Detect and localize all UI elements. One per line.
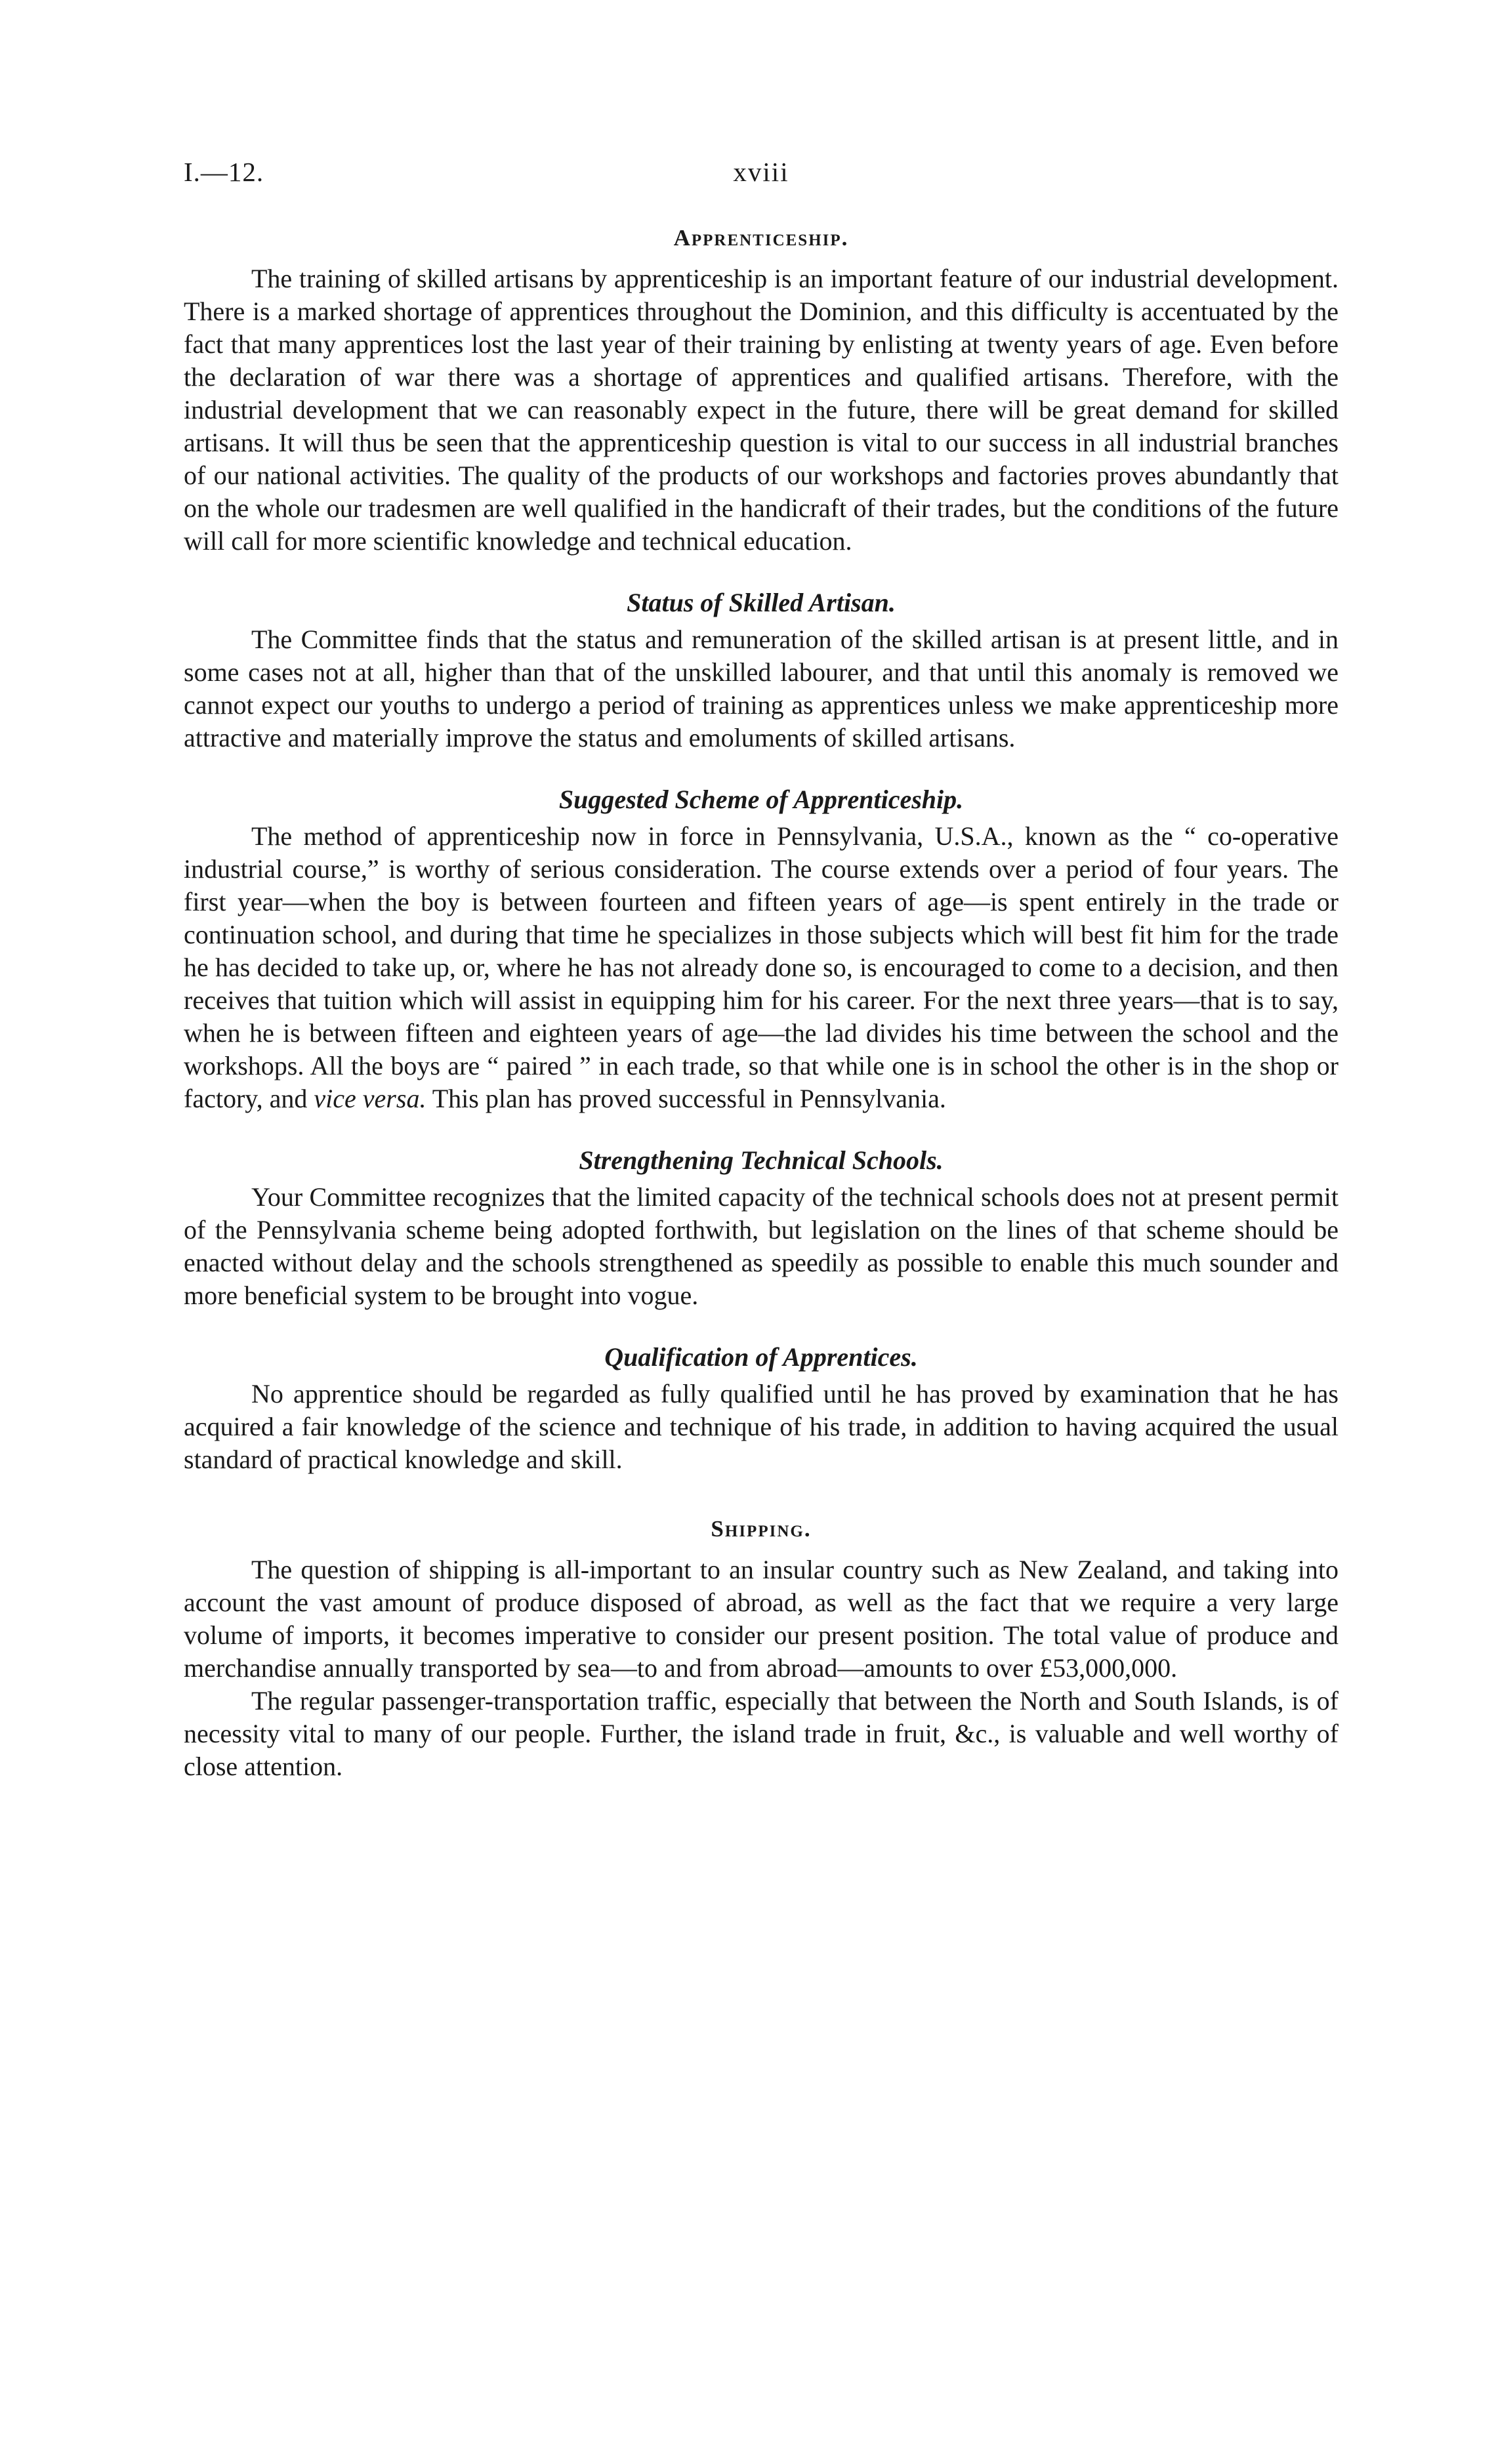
section-heading-shipping: Shipping. [711,1516,812,1542]
shipping-paragraph-2: The regular passenger-transportation traffic, especially that between the North and South Islands, is of necessity vital to many of our people. Further, the island trade in fruit, &c., is valuable and well worthy of close attention. [184,1686,1339,1781]
qualification-paragraph: No apprentice should be regarded as fully qualified until he has proved by examination that he has acquired a fair knowledge of the science and technique of his trade, in addition to having acquired the usual standard of practical knowledge and skill. [184,1379,1339,1474]
scheme-paragraph [184,820,1339,1115]
document-reference: I.—12. [184,157,264,187]
technical-schools-paragraph: Your Committee recognizes that the limited capacity of the technical schools does not at present permit of the Pennsylvania scheme being adopted forthwith, but legislation on the lines of that scheme should be enacted without delay and the schools strengthened as speedily as possible to enable this much sounder and more beneficial system to be brought into vogue. [184,1182,1339,1310]
shipping-paragraph-1: The question of shipping is all-important to an insular country such as New Zealand, and taking into account the vast amount of produce disposed of abroad, as well as the fact that we require a very large volume of imports, it becomes imperative to consider our present position. The total value of produce and merchandise annually transported by sea—to and from abroad—amounts to over £53,000,000. [184,1555,1339,1683]
section-heading-apprenticeship: Apprenticeship. [673,225,849,251]
page-body [184,222,1339,1783]
running-head [184,156,1339,195]
subheading-suggested-scheme: Suggested Scheme of Apprenticeship. [558,785,964,814]
status-paragraph: The Committee finds that the status and remuneration of the skilled artisan is at present little, and in some cases not at all, higher than that of the unskilled labourer, and that until this anomaly is removed we cannot expect our youths to undergo a period of training as apprentices unless we make apprenticeship more attractive and materially improve the status and emoluments of skilled artisans. [184,625,1339,752]
apprenticeship-paragraph: The training of skilled artisans by apprenticeship is an important feature of our industrial development. There is a marked shortage of apprentices throughout the Dominion, and this difficulty is accentuated by the fact that many apprentices lost the last year of their training by enlisting at twenty years of age. Even before the declaration of war there was a shortage of apprentices and qualified artisans. Therefore, with the industrial development that we can reasonably expect in the future, there will be great demand for skilled artisans. It will thus be seen that the apprenticeship question is vital to our success in all industrial branches of our national activities. The quality of the products of our workshops and factories proves abundantly that on the whole our tradesmen are well qualified in the handicraft of their trades, but the conditions of the future will call for more scientific knowledge and technical education. [184,264,1339,556]
subheading-strengthening-technical-schools: Strengthening Technical Schools. [579,1145,944,1175]
scheme-text-part-1: The method of apprenticeship now in force in Pennsylvania, U.S.A., known as the “ co-operative industrial course,” is worthy of serious consideration. The course extends over a period of four years. The first year—when the boy is between fourteen and fifteen years of age—is spent entirely in the trade or continuation school, and during that time he specializes in those subjects which will best fit him for the trade he has decided to take up, or, where he has not already done so, is encouraged to come to a decision, and then receives that tuition which will assist in equipping him for his career. For the next three years—that is to say, when he is between fifteen and eighteen years of age—the lad divides his time between the school and the workshops. All the boys are “ paired ” in each trade, so that while one is in school the other is in the shop or factory, and [184,821,1339,1113]
page-number: xviii [733,157,789,187]
subheading-qualification-of-apprentices: Qualification of Apprentices. [604,1342,918,1372]
subheading-status-of-skilled-artisan: Status of Skilled Artisan. [627,588,896,617]
scheme-text-italic: vice versa. [314,1084,426,1113]
scheme-text-part-2: This plan has proved successful in Pennsylvania. [426,1084,946,1113]
